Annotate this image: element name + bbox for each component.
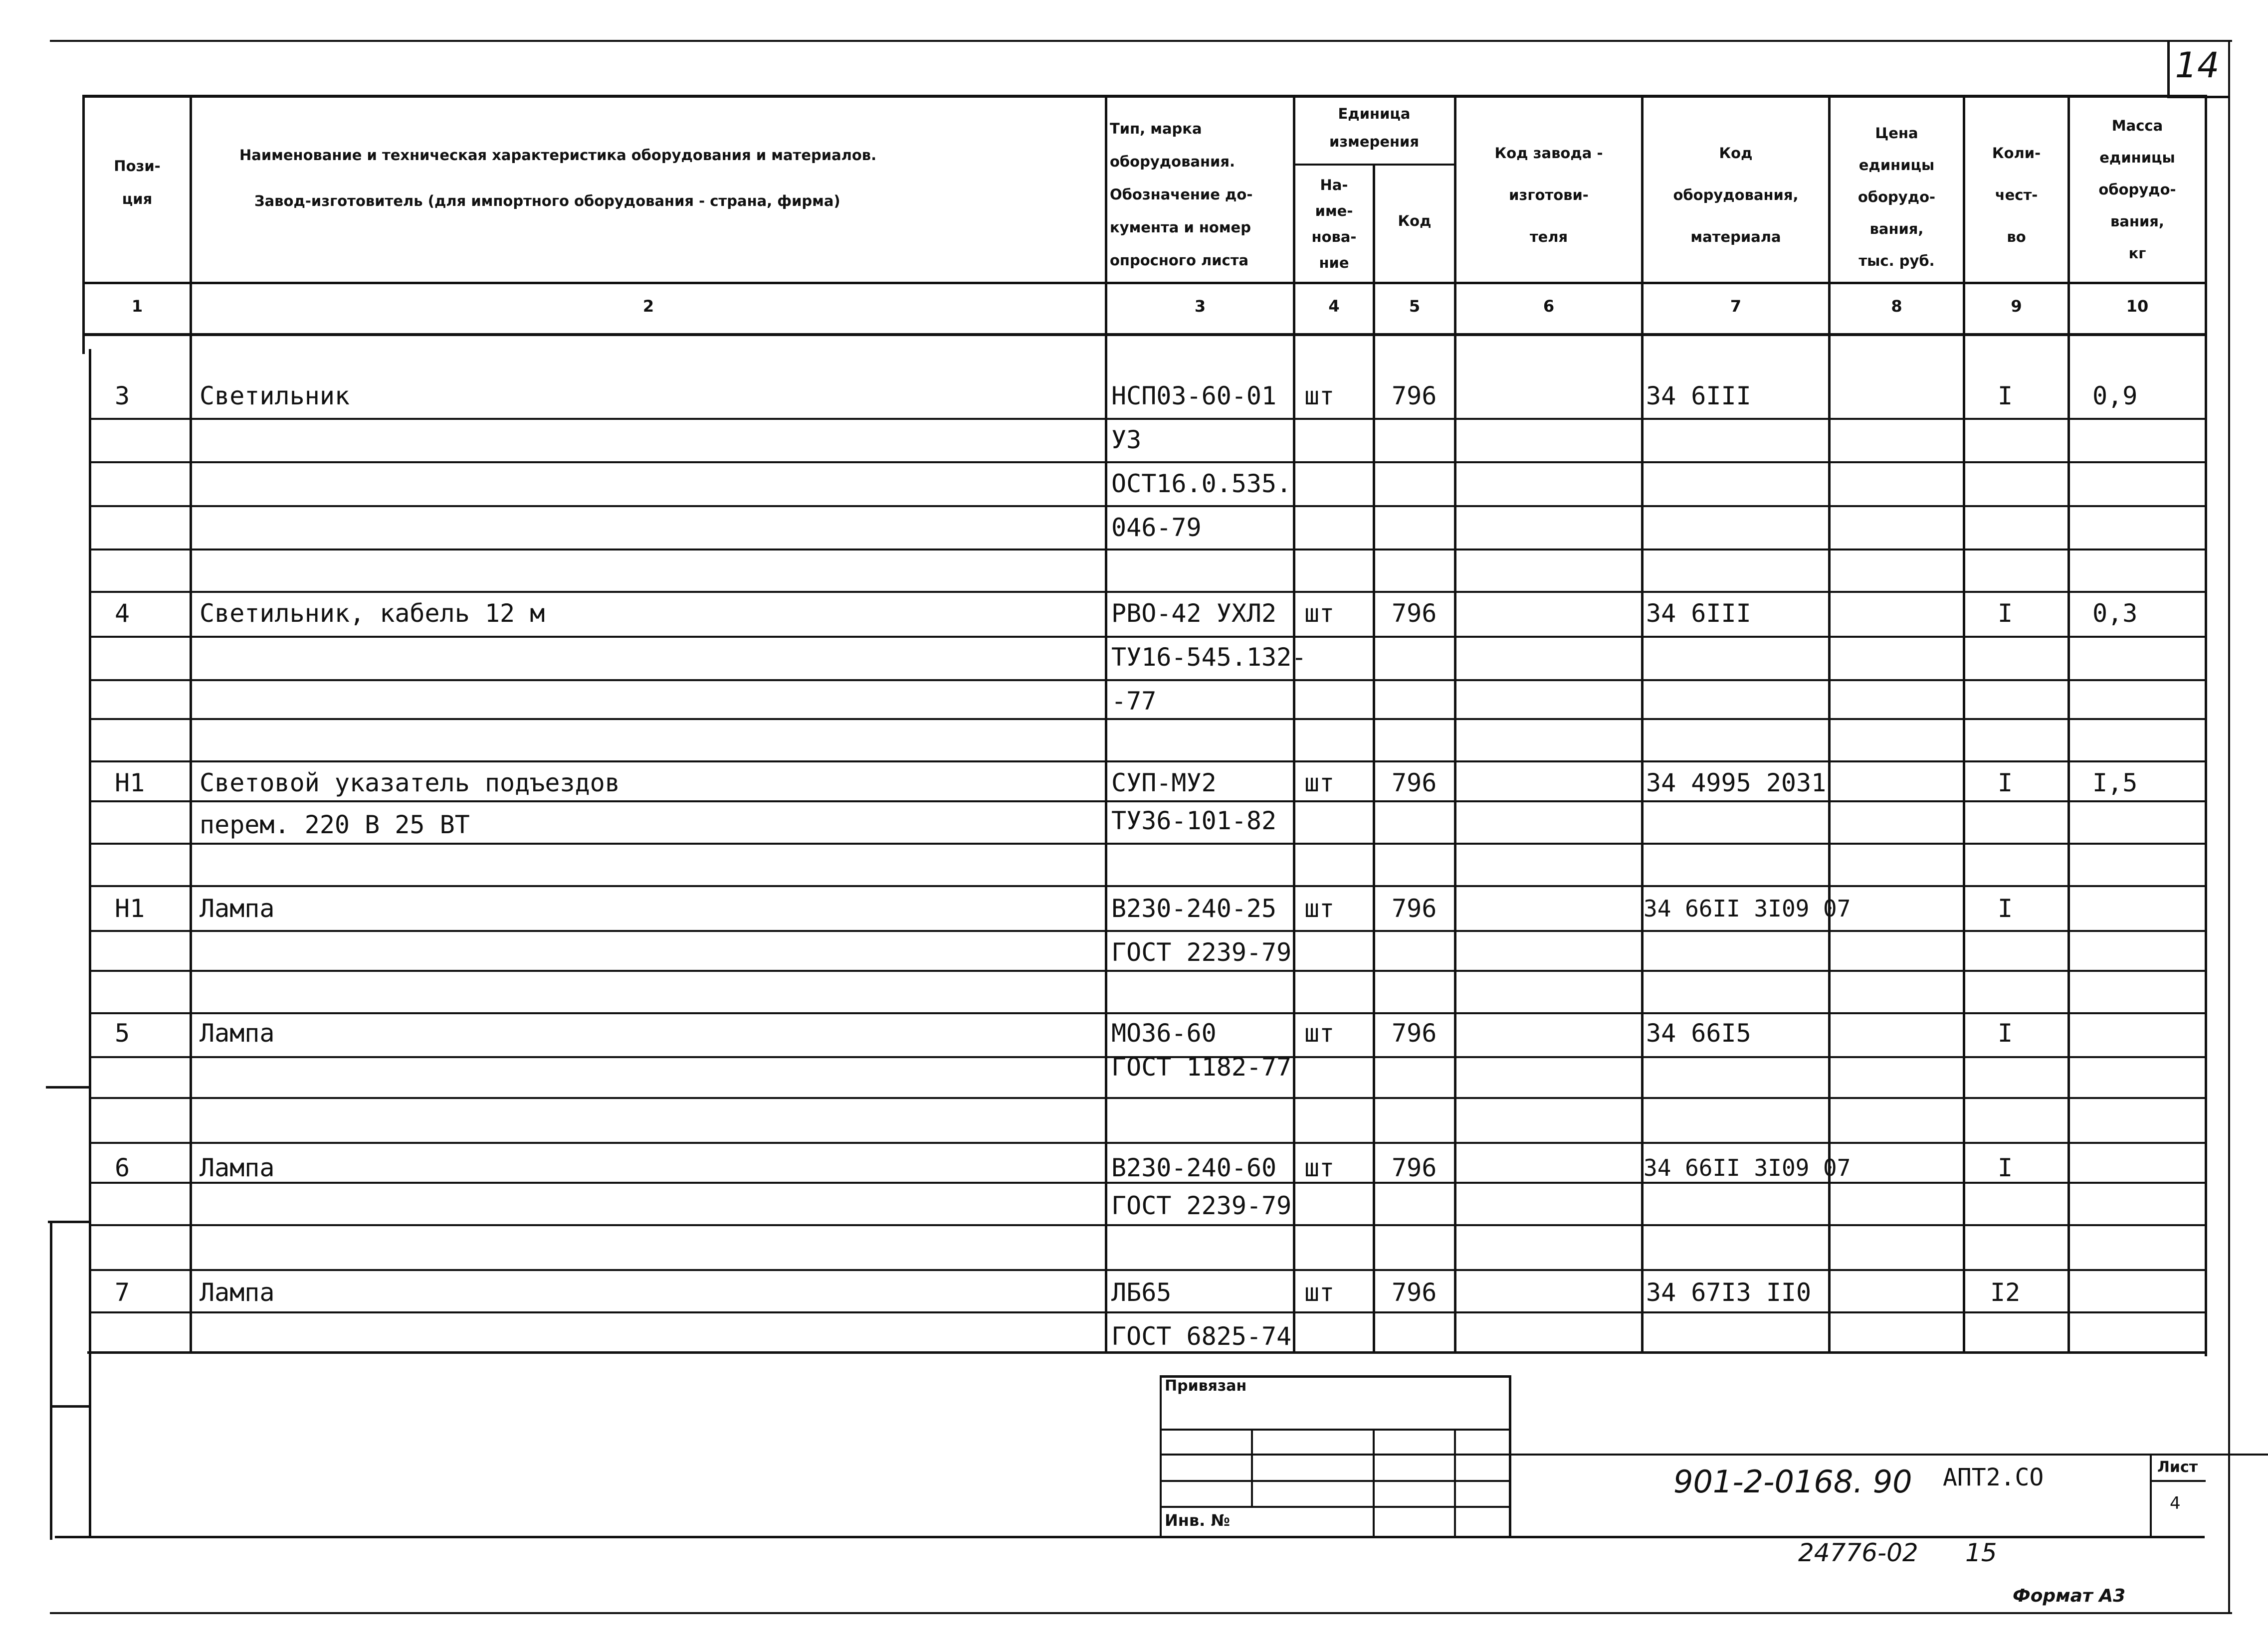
row-name: Лампа [200,1278,275,1307]
stamp-line [1160,1480,1511,1482]
row-rule [89,1097,2206,1099]
col-line [1293,95,1295,1354]
header-name-line1: Наименование и техническая характеристика оборудования и материалов. [239,147,877,164]
row-equipment-code: 34 6III [1646,381,1751,410]
header-unit-name: На- име- нова- ние [1311,177,1357,271]
row-rule [89,885,2206,887]
table-left-line-lower [89,349,91,1538]
row-position: Н1 [115,768,145,797]
column-number: 8 [1891,297,1902,316]
row-position: 7 [115,1278,130,1307]
row-unit: шт [1304,381,1335,410]
row-mass: I,5 [2092,768,2138,797]
stamp-line [1454,1430,1456,1537]
row-unit: шт [1304,1153,1335,1182]
list-number: 4 [2170,1493,2181,1513]
header-name-line2: Завод-изготовитель (для импортного оборудования - страна, фирма) [254,192,840,209]
row-name: Светильник, кабель 12 м [200,599,545,628]
column-number: 7 [1730,297,1742,316]
row-code: 796 [1392,1153,1437,1182]
stamp-line [1509,1375,1511,1537]
col-line [190,95,192,1354]
row-code: 796 [1392,894,1437,923]
row-name: Световой указатель подъездов [200,768,620,797]
archive-page: 15 [1965,1538,1997,1567]
row-rule [89,1269,2206,1271]
stamp-line [1373,1430,1375,1537]
stamp-line [1160,1454,2268,1456]
colnum-bottom-line [82,333,2207,336]
row-type: ТУ16-545.132- [1111,643,1307,672]
row-equipment-code: 34 6III [1646,599,1751,628]
row-code: 796 [1392,599,1437,628]
row-type: НСП03-60-01 [1111,381,1277,410]
header-unit-group: Единица измерения [1329,105,1419,150]
row-mass: 0,3 [2092,599,2138,628]
column-number: 1 [131,297,143,316]
row-rule [89,1142,2206,1144]
row-position: 3 [115,381,130,410]
row-position: 4 [115,599,130,628]
row-quantity: I2 [1990,1278,2021,1307]
left-edge-mark [50,1405,91,1408]
row-type: ЛБ65 [1111,1278,1172,1307]
stamp-line [1160,1429,1511,1431]
stamp-line [1160,1375,1162,1537]
row-position: Н1 [115,894,145,923]
row-type: ГОСТ 1182-77 [1111,1053,1292,1082]
header-factory-code: Код завода - изготови- теля [1494,145,1603,245]
row-name: Лампа [200,894,275,923]
row-type: ГОСТ 2239-79 [1111,938,1292,967]
header-mass: Масса единицы оборудо- вания, кг [2098,117,2176,262]
table-top-line [82,95,2207,98]
stamp-inv-label: Инв. № [1165,1511,1230,1530]
row-quantity: I [1998,381,2013,410]
row-position: 5 [115,1019,130,1048]
header-equipment-code: Код оборудования, материала [1673,145,1799,245]
column-number: 10 [2126,297,2149,316]
row-unit: шт [1304,894,1335,923]
row-type: СУП-МУ2 [1111,768,1217,797]
row-rule [89,418,2206,420]
row-equipment-code: 34 66I5 [1646,1019,1751,1048]
document-number: 901-2-0168. 90 [1673,1464,1912,1500]
row-name: Лампа [200,1019,275,1048]
row-quantity: I [1998,1019,2013,1048]
col-line [1454,95,1456,1354]
column-number: 4 [1328,297,1340,316]
row-code: 796 [1392,381,1437,410]
row-quantity: I [1998,1153,2013,1182]
stamp-line [1160,1506,1511,1508]
format-label: Формат А3 [2013,1586,2126,1606]
row-equipment-code: 34 66II 3I09 07 [1644,895,1851,922]
row-unit: шт [1304,599,1335,628]
row-quantity: I [1998,599,2013,628]
row-code: 796 [1392,1019,1437,1048]
row-type: У3 [1111,425,1142,454]
column-number: 2 [642,297,654,316]
archive-number: 24776-02 [1798,1538,1918,1567]
row-type: РВО-42 УХЛ2 [1111,599,1277,628]
column-number: 5 [1409,297,1421,316]
left-edge-mark [46,1086,91,1089]
header-unit-code: Код [1398,212,1432,229]
column-number: 6 [1543,297,1555,316]
list-label: Лист [2157,1459,2198,1476]
col-line [2067,95,2070,1354]
row-equipment-code: 34 4995 2031 [1646,768,1827,797]
row-type: ТУ36-101-82 [1111,806,1277,835]
row-name: Светильник [200,381,350,410]
row-type: В230-240-60 [1111,1153,1277,1182]
left-edge-mark [48,1221,91,1223]
row-equipment-code: 34 66II 3I09 07 [1644,1154,1851,1181]
row-type: ОСТ16.0.535. [1111,469,1292,498]
row-equipment-code: 34 67I3 II0 [1646,1278,1812,1307]
header-type: Тип, марка оборудования. Обозначение до- кумента и номер опросного листа [1110,120,1253,269]
row-type: МО36-60 [1111,1019,1217,1048]
col-line [1373,165,1375,1354]
row-unit: шт [1304,1278,1335,1307]
row-name: перем. 220 В 25 ВТ [200,810,470,839]
list-box-line [2150,1480,2206,1482]
col-line [1963,95,1965,1354]
row-type: ГОСТ 6825-74 [1111,1322,1292,1351]
col-line [2205,95,2207,1356]
row-position: 6 [115,1153,130,1182]
row-unit: шт [1304,1019,1335,1048]
sheet-corner-number: 14 [2175,45,2220,86]
corner-box-line [2167,41,2170,97]
column-number: 9 [2011,297,2022,316]
row-mass: 0,9 [2092,381,2138,410]
stamp-privyazan-label: Привязан [1165,1377,1247,1395]
stamp-line [1251,1430,1253,1507]
header-position: Пози- ция [114,158,161,207]
row-rule [89,549,2206,550]
col-line [1105,95,1107,1354]
list-box-line [2150,1455,2152,1536]
header-price: Цена единицы оборудо- вания, тыс. руб. [1857,125,1936,269]
row-quantity: I [1998,768,2013,797]
row-name: Лампа [200,1153,275,1182]
row-unit: шт [1304,768,1335,797]
row-code: 796 [1392,1278,1437,1307]
right-border-line [2228,41,2230,1614]
header-bottom-line [82,282,2207,284]
left-edge-mark [50,1221,52,1540]
column-number: 3 [1194,297,1206,316]
document-code: АПТ2.СО [1943,1464,2044,1491]
row-type: 046-79 [1111,513,1202,542]
bottom-border-line [50,1612,2232,1614]
row-type: -77 [1111,687,1157,716]
row-code: 796 [1392,768,1437,797]
row-quantity: I [1998,894,2013,923]
top-border-line [50,40,2232,42]
header-quantity: Коли- чест- во [1992,145,2041,245]
row-type: ГОСТ 2239-79 [1111,1191,1292,1220]
row-type: В230-240-25 [1111,894,1277,923]
